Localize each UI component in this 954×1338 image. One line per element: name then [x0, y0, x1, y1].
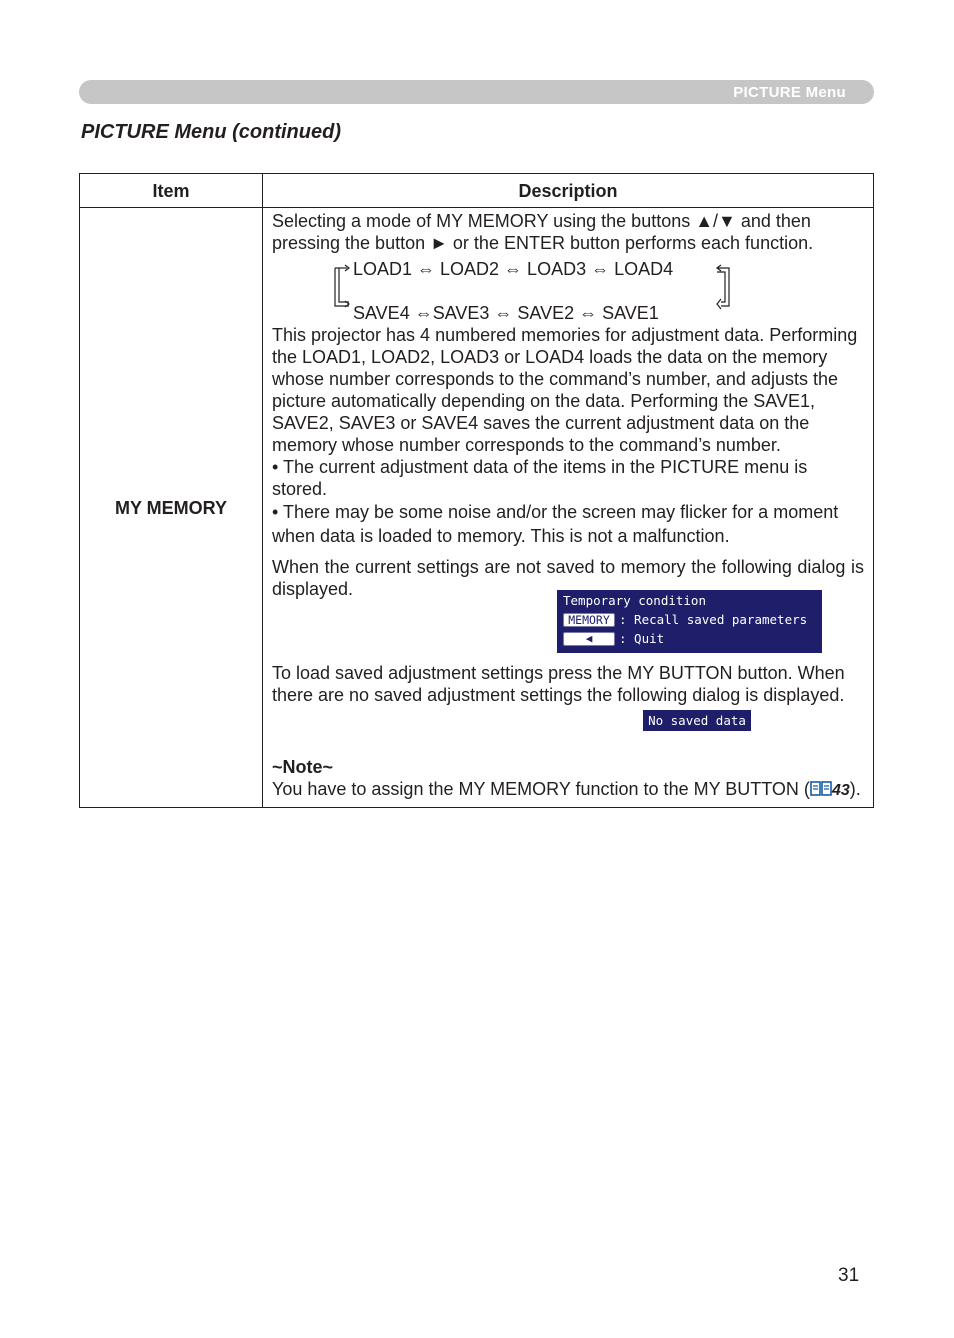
no-saved-data-dialog: No saved data	[643, 710, 751, 731]
quit-text: : Quit	[619, 631, 665, 646]
load-cycle-line: LOAD1 ⇔ LOAD2 ⇔ LOAD3 ⇔ LOAD4	[353, 259, 674, 279]
menu-table	[79, 173, 874, 808]
page-title: PICTURE Menu (continued)	[81, 121, 341, 143]
book-reference-icon	[810, 780, 832, 803]
note-text-before: You have to assign the MY MEMORY function to the MY BUTTON (	[272, 779, 810, 799]
section-label: PICTURE Menu	[733, 84, 846, 101]
page-number: 31	[838, 1265, 860, 1286]
note-text	[272, 778, 864, 803]
intro-text: Selecting a mode of MY MEMORY using the buttons ▲/▼ and then pressing the button ► or the ENTER button performs each function.	[272, 211, 814, 253]
dialog-title: Temporary condition	[563, 593, 706, 608]
bullet-stored: • The current adjustment data of the items in the PICTURE menu is stored.	[272, 457, 808, 499]
load-instructions: To load saved adjustment settings press the MY BUTTON button. When there are no saved adjustment settings the following dialog is displayed.	[272, 663, 845, 705]
save-cycle-line: SAVE4 ⇔SAVE3 ⇔ SAVE2 ⇔ SAVE1	[353, 303, 659, 323]
dialog2-row	[272, 706, 864, 756]
table-header-row	[80, 174, 874, 208]
memory-key: MEMORY	[563, 613, 615, 627]
dialog-row-memory	[563, 610, 816, 629]
note-title: ~Note~	[272, 757, 334, 777]
note-text-after: ).	[849, 779, 861, 799]
left-arrow-icon: ◀	[563, 632, 615, 646]
dialog-intro-text: When the current settings are not saved to memory the following dialog is displayed.	[272, 557, 864, 599]
bullet-noise: • There may be some noise and/or the screen may flicker for a moment when data is loaded to memory. This is not a malfunction.	[272, 502, 839, 546]
column-header-item: Item	[80, 174, 263, 208]
temporary-condition-dialog	[557, 590, 822, 653]
description-cell	[263, 208, 874, 808]
table-row	[80, 208, 874, 808]
recall-text: : Recall saved parameters	[619, 612, 808, 627]
column-header-description: Description	[263, 174, 874, 208]
item-name: MY MEMORY	[80, 208, 263, 808]
header-bar	[79, 80, 874, 104]
page-reference-link[interactable]: 43	[831, 782, 850, 799]
dialog-row-quit	[563, 629, 816, 648]
dialog-row	[272, 593, 864, 662]
memory-cycle-diagram	[272, 254, 864, 323]
memory-paragraph: This projector has 4 numbered memories for adjustment data. Performing the LOAD1, LOAD2, LOAD3 or LOAD4 loads the data on the memory whose number corresponds to the command’s number, and adjusts the picture automatically depending on the data. Performing the SAVE1, SAVE2, SAVE3 or SAVE4 saves the current adjustment data on the memory whose number corresponds to the command’s number.	[272, 325, 858, 455]
